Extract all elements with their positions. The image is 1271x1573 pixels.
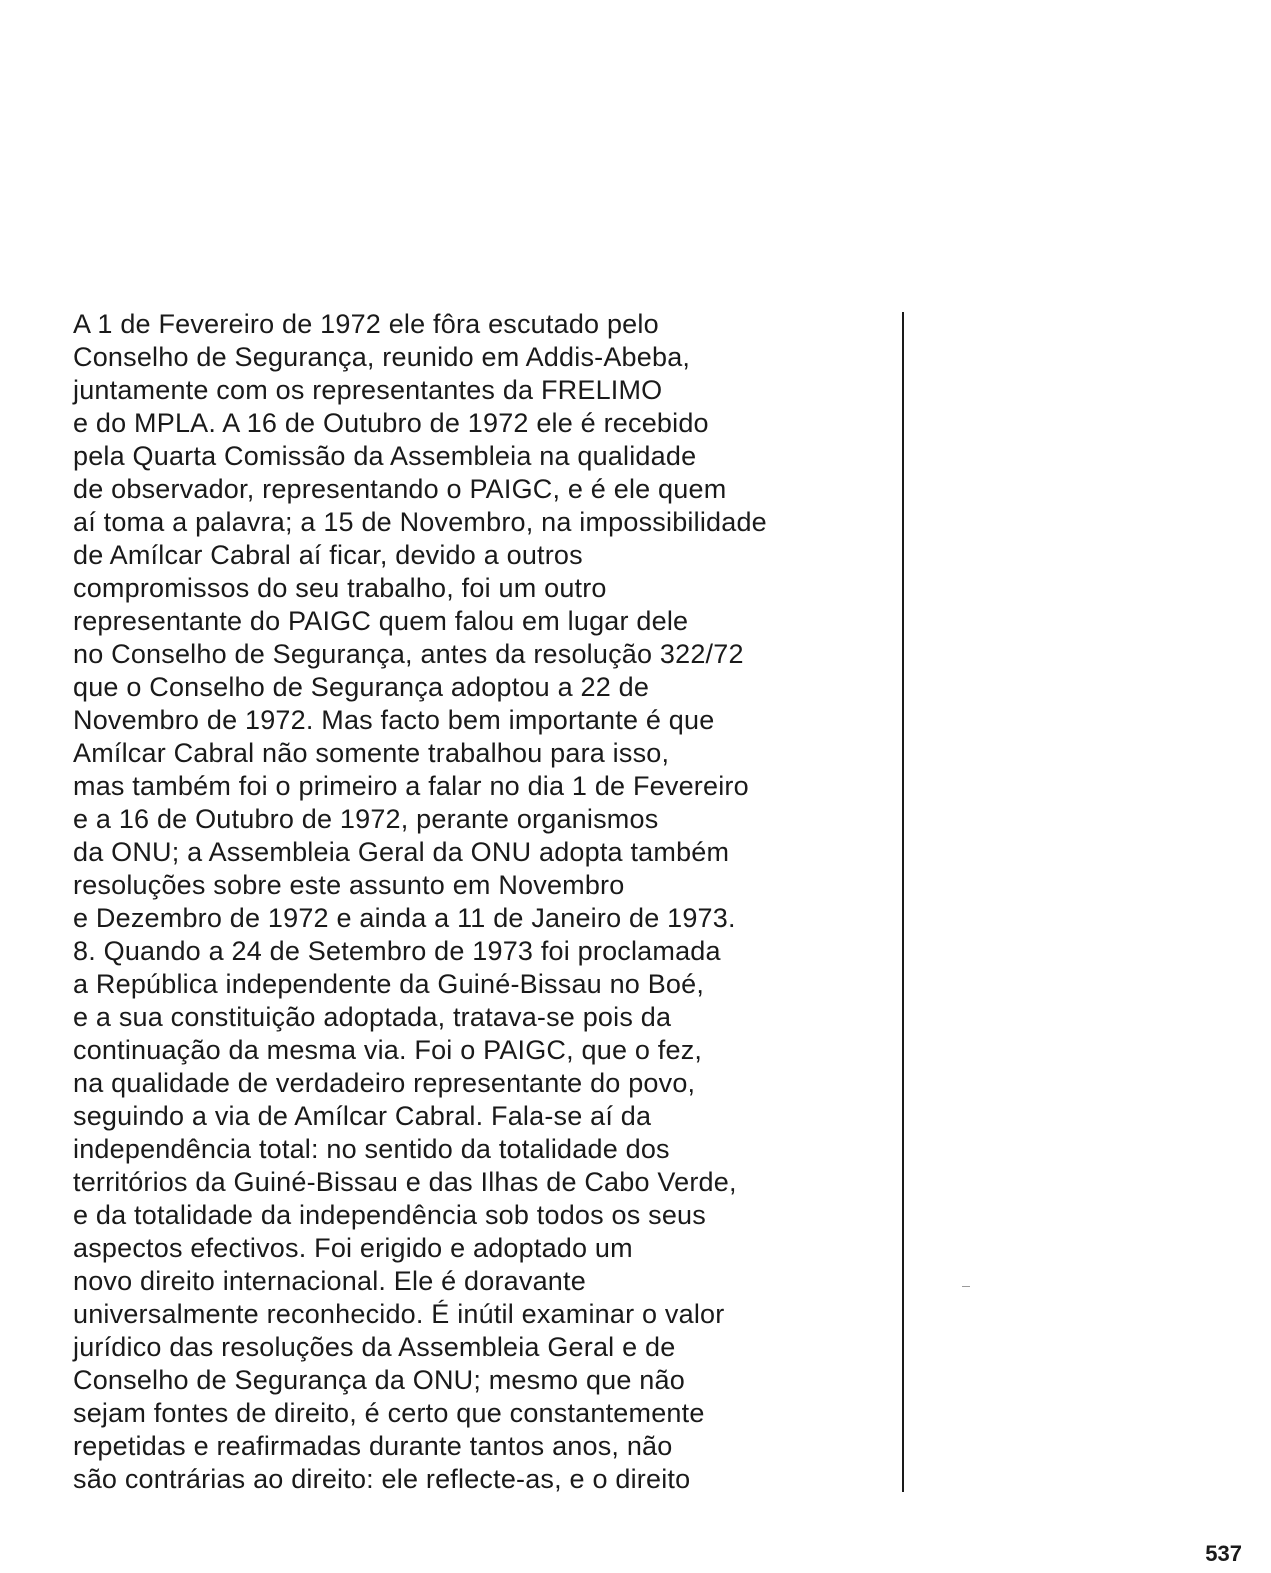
text-line: na qualidade de verdadeiro representante do povo, (73, 1068, 696, 1098)
text-line: 8. Quando a 24 de Setembro de 1973 foi proclamada (73, 936, 721, 966)
text-line: que o Conselho de Segurança adoptou a 22 de (73, 672, 650, 702)
text-line: novo direito internacional. Ele é doravante (73, 1266, 586, 1296)
text-line: a República independente da Guiné-Bissau no Boé, (73, 969, 705, 999)
page-number: 537 (1205, 1541, 1242, 1566)
text-line: e a 16 de Outubro de 1972, perante organismos (73, 804, 659, 834)
text-line: são contrárias ao direito: ele reflecte-as, e o direito (73, 1464, 691, 1494)
text-line: e da totalidade da independência sob todos os seus (73, 1200, 706, 1230)
text-line: no Conselho de Segurança, antes da resolução 322/72 (73, 639, 744, 669)
text-line: universalmente reconhecido. É inútil examinar o valor (73, 1299, 725, 1329)
text-line: da ONU; a Assembleia Geral da ONU adopta também (73, 837, 730, 867)
text-line: continuação da mesma via. Foi o PAIGC, que o fez, (73, 1035, 703, 1065)
text-line: Conselho de Segurança, reunido em Addis-Abeba, (73, 342, 691, 372)
text-line: de observador, representando o PAIGC, e é ele quem (73, 474, 727, 504)
body-text (73, 308, 903, 1496)
text-line: Amílcar Cabral não somente trabalhou para isso, (73, 738, 670, 768)
text-line: sejam fontes de direito, é certo que constantemente (73, 1398, 705, 1428)
text-line: juntamente com os representantes da FRELIMO (73, 375, 663, 405)
text-line: jurídico das resoluções da Assembleia Geral e de (73, 1332, 676, 1362)
text-line: repetidas e reafirmadas durante tantos anos, não (73, 1431, 673, 1461)
text-line: pela Quarta Comissão da Assembleia na qualidade (73, 441, 697, 471)
text-line: mas também foi o primeiro a falar no dia 1 de Fevereiro (73, 771, 749, 801)
text-line: independência total: no sentido da totalidade dos (73, 1134, 670, 1164)
text-line: compromissos do seu trabalho, foi um outro (73, 573, 607, 603)
text-line: resoluções sobre este assunto em Novembro (73, 870, 625, 900)
text-line: e a sua constituição adoptada, tratava-se pois da (73, 1002, 672, 1032)
text-line: Conselho de Segurança da ONU; mesmo que não (73, 1365, 685, 1395)
text-line: aí toma a palavra; a 15 de Novembro, na impossibilidade (73, 507, 767, 537)
text-line: representante do PAIGC quem falou em lugar dele (73, 606, 689, 636)
column-rule (902, 312, 904, 1492)
text-line: aspectos efectivos. Foi erigido e adoptado um (73, 1233, 633, 1263)
text-line: Novembro de 1972. Mas facto bem importante é que (73, 705, 715, 735)
margin-mark (962, 1286, 970, 1287)
text-line: A 1 de Fevereiro de 1972 ele fôra escutado pelo (73, 309, 659, 339)
text-line: territórios da Guiné-Bissau e das Ilhas de Cabo Verde, (73, 1167, 737, 1197)
text-line: e Dezembro de 1972 e ainda a 11 de Janeiro de 1973. (73, 903, 736, 933)
text-line: seguindo a via de Amílcar Cabral. Fala-se aí da (73, 1101, 652, 1131)
text-line: de Amílcar Cabral aí ficar, devido a outros (73, 540, 583, 570)
text-line: e do MPLA. A 16 de Outubro de 1972 ele é recebido (73, 408, 709, 438)
